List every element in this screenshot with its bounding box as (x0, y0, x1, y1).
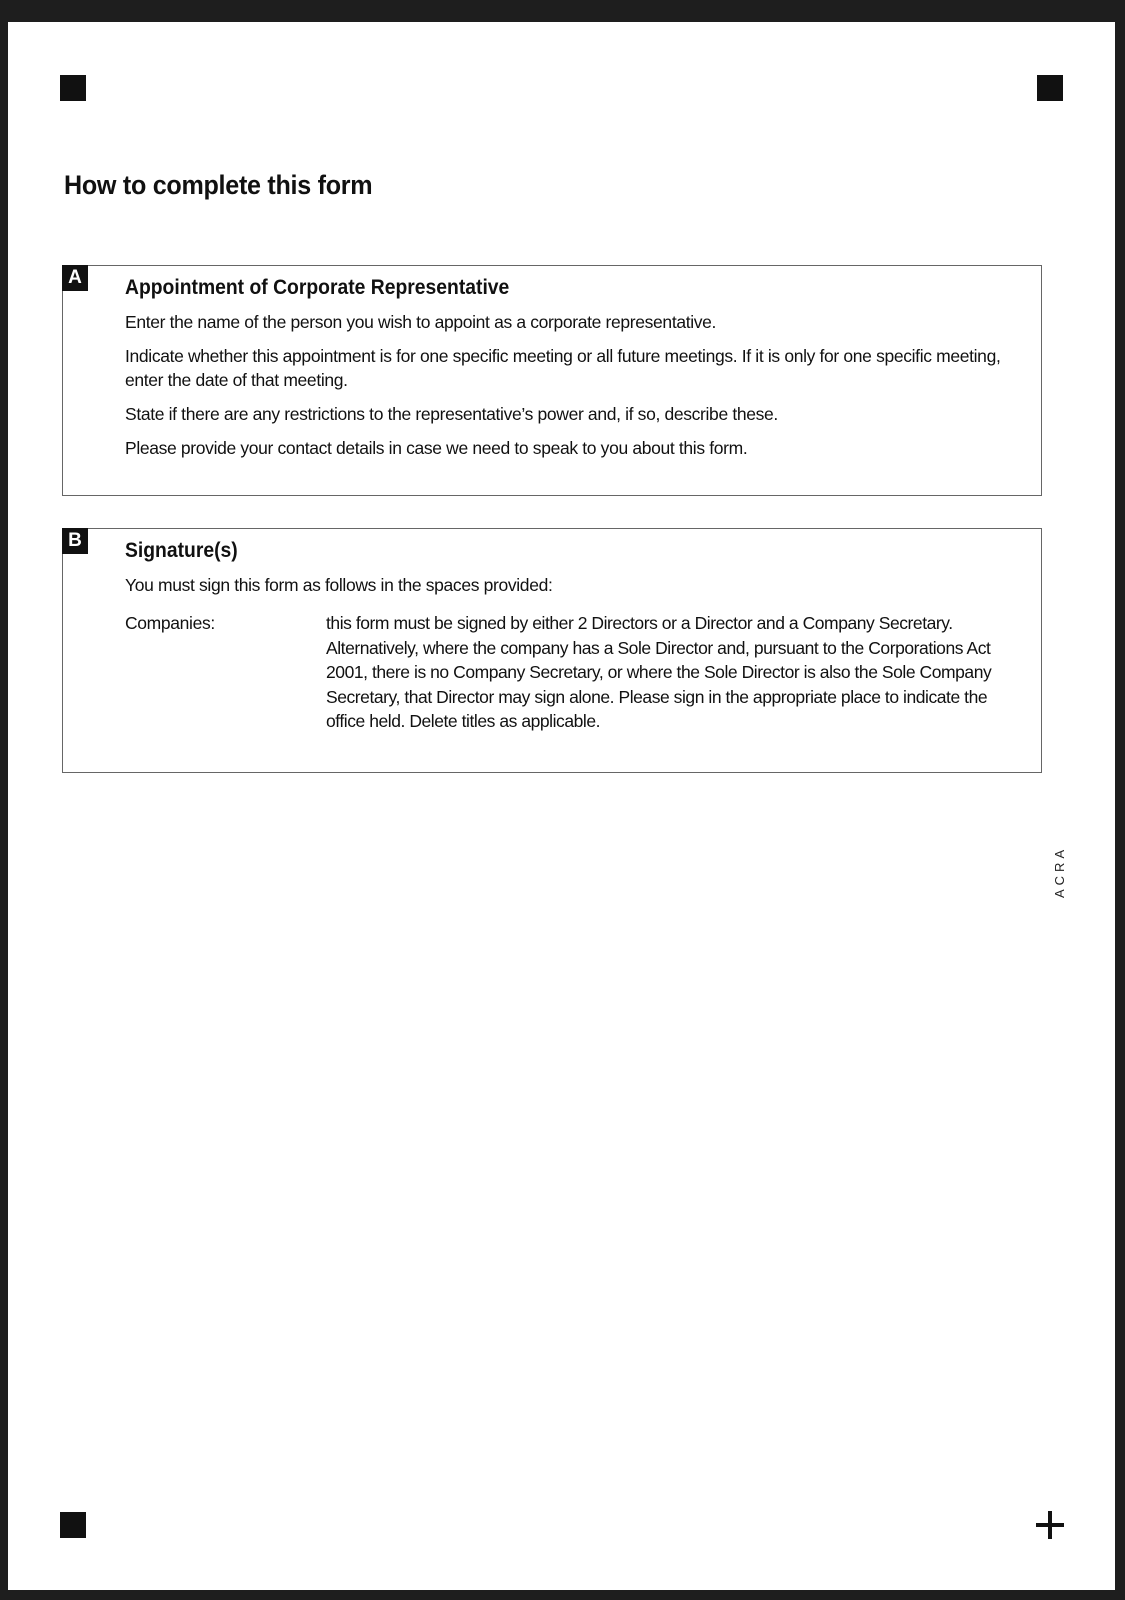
section-b-letter-badge: B (62, 528, 88, 554)
page-title: How to complete this form (64, 170, 373, 200)
section-b-box (62, 528, 1042, 773)
section-a-paragraph: Please provide your contact details in case we need to speak to you about this form. (125, 438, 748, 458)
section-a-paragraph: Indicate whether this appointment is for one specific meeting or all future meetings. If it is only for one specific meeting, enter the date of that meeting. (125, 346, 1001, 390)
section-a-heading: Appointment of Corporate Representative (125, 276, 510, 299)
side-label-acra: ACRA (1052, 845, 1067, 898)
section-b-content (125, 539, 1001, 734)
section-b-heading: Signature(s) (125, 539, 238, 562)
section-a-letter-badge: A (62, 265, 88, 291)
signature-rule-label: Companies: (125, 613, 215, 633)
section-b-intro: You must sign this form as follows in the spaces provided: (125, 575, 553, 595)
signature-rule-row (125, 611, 1001, 734)
section-a-content (125, 276, 1001, 470)
signature-rule-text: this form must be signed by either 2 Directors or a Director and a Company Secretary. Alternatively, where the company has a Sole Director and, pursuant to the Corporations Act 2001, there is no Company Secretary, or where the Sole Director is also the Sole Company Secretary, that Director may sign alone. Please sign in the appropriate place to indicate the office held. Delete titles as applicable. (326, 613, 992, 731)
registration-mark-bottom-left (60, 1512, 86, 1538)
registration-mark-top-left (60, 75, 86, 101)
section-a-paragraph: Enter the name of the person you wish to appoint as a corporate representative. (125, 312, 717, 332)
section-a-box (62, 265, 1042, 496)
form-page (8, 22, 1115, 1590)
registration-mark-top-right (1037, 75, 1063, 101)
section-a-paragraph: State if there are any restrictions to the representative’s power and, if so, describe these. (125, 404, 778, 424)
registration-plus-icon (1036, 1511, 1064, 1539)
